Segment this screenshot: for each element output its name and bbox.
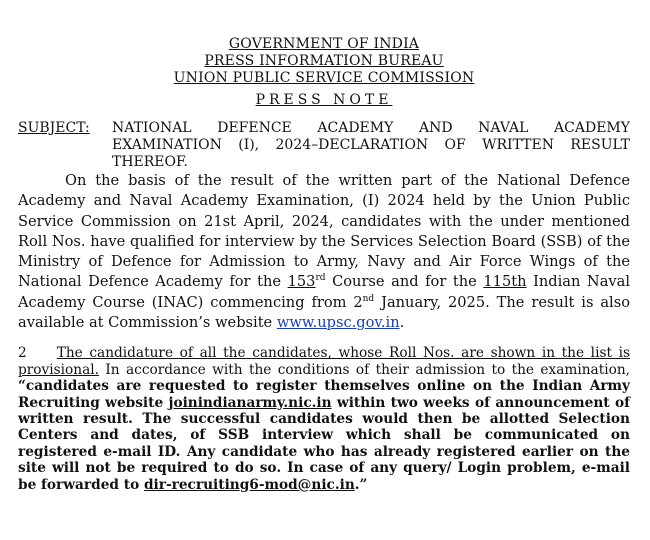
header-upsc: UNION PUBLIC SERVICE COMMISSION [173, 70, 475, 86]
para2-number: 2 [18, 345, 27, 362]
para2-bold-3: .” [354, 476, 368, 493]
subject-block [18, 120, 630, 171]
paragraph-2 [18, 345, 630, 493]
provisional-candidature-text: The candidature of all the candidates, whose Roll Nos. are shown in the list is provisional. [18, 345, 630, 378]
upsc-website-link[interactable]: www.upsc.gov.in [276, 314, 400, 332]
header-government: GOVERNMENT OF INDIA [228, 36, 420, 52]
subject-label: SUBJECT: [18, 120, 90, 136]
para2-bold-1: “candidates are requested to register themselves online on the Indian Army Recruiting website [18, 378, 630, 411]
nda-course-number: 153 [287, 273, 316, 291]
press-note-title: PRESS NOTE [255, 92, 393, 108]
para1-text-2: Course and for the [325, 273, 484, 291]
recruiting-email-link[interactable]: dir-recruiting6-mod@nic.in [143, 476, 355, 493]
para2-text-1: In accordance with the conditions of their admission to the examination, [99, 361, 630, 378]
nda-course-suffix: rd [315, 273, 326, 284]
para2-bold-2: within two weeks of announcement of written result. The successful candidates would then be allotted Selection Centers and dates, of SSB interview which shall be communicated on registered e-mail ID. Any candidate who has already registered earlier on the site will not be required to do so. In case of any query/ Login problem, e-mail be forwarded to [18, 394, 630, 493]
army-recruiting-website[interactable]: joinindianarmy.nic.in [168, 394, 332, 411]
para1-text-5: . [399, 314, 405, 332]
press-note-document [18, 36, 630, 507]
subject-text: NATIONAL DEFENCE ACADEMY AND NAVAL ACADEMY EXAMINATION (I), 2024–DECLARATION OF WRITTEN RESULT THEREOF. [112, 120, 630, 170]
para1-text-4: January, 2025. The result is also available at Commission’s website [18, 293, 630, 332]
para1-text-1: On the basis of the result of the written part of the National Defence Academy and Naval Academy Examination, (I) 2024 held by the Union Public Service Commission on 21st April, 2024, candidates with the under mentioned Roll Nos. have qualified for interview by the Services Selection Board (SSB) of the Ministry of Defence for Admission to Army, Navy and Air Force Wings of the National Defence Academy for the [18, 172, 630, 291]
date-suffix: nd [362, 293, 375, 304]
para1-text-3: Indian Naval Academy Course (INAC) commencing from 2 [18, 273, 631, 311]
header-pib: PRESS INFORMATION BUREAU [204, 53, 444, 69]
inac-course-number: 115th [483, 273, 527, 291]
paragraph-1 [18, 171, 630, 333]
